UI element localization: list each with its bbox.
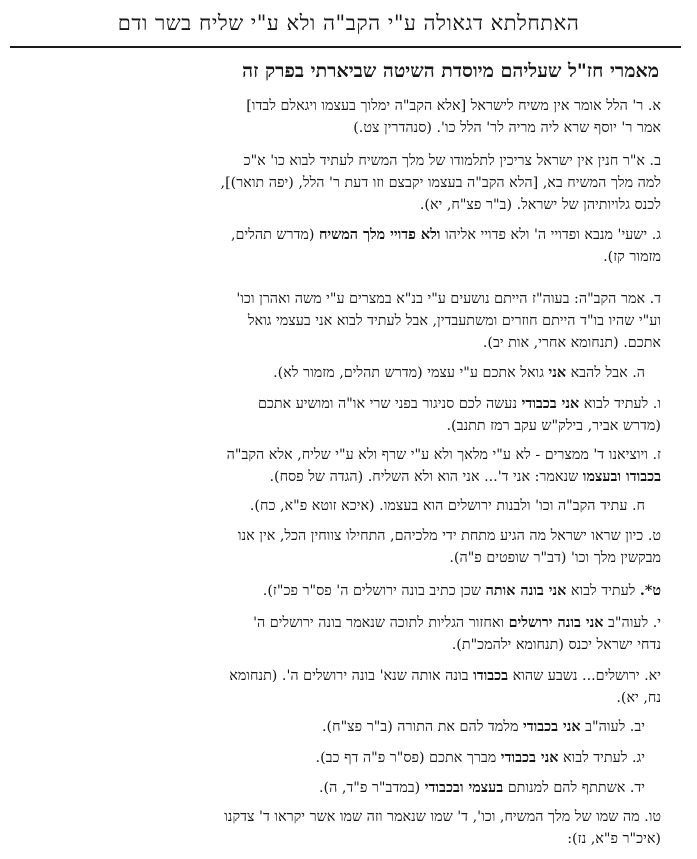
header-divider	[10, 46, 681, 48]
entry-line: י. לעוה"ב אני בונה ירושלים ואחזור הגליות לתוכה שנאמר בונה ירושלים ה'	[253, 615, 661, 631]
entry-1	[36, 95, 661, 139]
entry-line: יא. ירושלים... נשבע שהוא בכבודו בונה אותה שנא' בונה ירושלים ה'. (תנחומא	[229, 668, 661, 684]
entry-line: ז. ויוציאנו ד' ממצרים - לא ע"י מלאך ולא ע"י שרף ולא ע"י שליח, אלא הקב"ה	[226, 447, 661, 463]
entry-line: ד. אמר הקב"ה: בעוה"ז הייתם נושעים ע"י בנ"א במצרים ע"י משה ואהרן וכו'	[236, 291, 661, 307]
emphasis-text: ולא פדויי מלך המשיח	[318, 227, 441, 243]
emphasis-text: אני בונה אותה	[485, 583, 567, 599]
entry-10	[36, 612, 661, 656]
entry-6	[36, 393, 661, 437]
emphasis-text: ט*.	[639, 583, 661, 599]
section-title: מאמרי חז"ל שעליהם מיוסדת השיטה שביארתי בפרק זה	[242, 60, 659, 82]
entry-14	[36, 777, 645, 799]
entry-line: יד. אשתתף להם למנותם בעצמי ובכבודי (במדב"ר פ"ד, ה).	[318, 780, 645, 796]
entry-12	[36, 716, 645, 738]
entry-9	[36, 525, 661, 569]
entry-13	[36, 747, 645, 769]
entry-9a	[36, 580, 661, 602]
entry-line: מזמור קז).	[603, 249, 661, 265]
entry-line: (מדרש אביר, בילק"ש עקב רמז תתנב).	[446, 418, 661, 434]
emphasis-text: בעצמי ובכבודי	[424, 780, 504, 796]
entry-line: ח. עתיד הקב"ה וכו' ולבנות ירושלים הוא בעצמו. (איכא זוטא פ"א, כח).	[249, 498, 645, 514]
emphasis-text: בכבודו	[473, 668, 509, 684]
emphasis-text: אני בכבודי	[500, 750, 559, 766]
entry-line: אתכם. (תנחומא אחרי, אות יב).	[482, 335, 661, 351]
entry-line: ג. ישעי' מנבא ופדויי ה' ולא פדויי אליהו ולא פדויי מלך המשיח (מדרש תהלים,	[230, 227, 661, 243]
entry-11	[36, 665, 661, 709]
emphasis-text: אני בונה ירושלים	[508, 615, 604, 631]
entry-5	[36, 362, 645, 384]
entry-15	[36, 806, 661, 850]
entry-line: נדחי ישראל יכנס (תנחומא ילהמכ"ת).	[451, 637, 661, 653]
entry-2	[36, 150, 661, 216]
entry-7	[36, 444, 661, 488]
entry-line: אמר ר' יוסף שרא ליה מריה לר' הלל כו'. (סנהדרין צט.)	[353, 120, 661, 136]
entry-line: א. ר' הלל אומר אין משיח לישראל [אלא הקב"ה ימלוך בעצמו ויגאלם לבדו]	[246, 98, 661, 114]
entry-line: ב. א"ר חנין אין ישראל צריכין לתלמודו של מלך המשיח לעתיד לבוא כו' א"כ	[243, 153, 661, 169]
emphasis-text: אני בכבודי	[521, 396, 580, 412]
entry-line: ה. אבל להבא אני גואל אתכם ע"י עצמי (מדרש תהלים, מזמור לא).	[273, 365, 645, 381]
entry-line: (איכ"ר פ"א, נז):	[567, 831, 661, 847]
entry-line: יג. לעתיד לבוא אני בכבודי מברך אתכם (פס"ר פ"ה דף כב).	[315, 750, 645, 766]
entry-3	[36, 224, 661, 268]
entry-line: וע"י שהיו בו"ד הייתם חוזרים ומשתעבדין, אבל לעתיד לבוא אני בעצמי גואל	[247, 313, 661, 329]
emphasis-text: אני בכבודי	[522, 719, 581, 735]
entry-line: לכנס גלויותיהן של ישראל. (ב"ר פצ"ח, יא).	[419, 197, 661, 213]
entry-line: נח, יא).	[616, 690, 661, 706]
entry-line: מבקשין מלך וכו' (דב"ר שופטים פ"ה).	[449, 550, 661, 566]
entry-line: למה מלך המשיח בא, [הלא הקב"ה בעצמו יקבצם וזו דעת ר' הלל, (יפה תואר)],	[220, 175, 661, 191]
emphasis-text: אני	[548, 365, 567, 381]
entry-line: ט*. לעתיד לבוא אני בונה אותה שכן כתיב בונה ירושלים ה' פס"ר פכ"ז).	[262, 583, 661, 599]
entry-line: ט. כיון שראו ישראל מה הגיע מתחת ידי מלכיהם, התחילו צווחין הכל, אין אנו	[237, 528, 661, 544]
running-header: האתחלתא דגאולה ע"י הקב"ה ולא ע"י שליח בשר ודם	[117, 10, 580, 35]
entry-line: יב. לעוה"ב אני בכבודי מלמד להם את התורה (ב"ר פצ"ח).	[322, 719, 645, 735]
emphasis-text: בכבודו ובעצמו	[582, 469, 661, 485]
entry-8	[36, 495, 645, 517]
entry-line: טו. מה שמו של מלך המשיח, וכו', ד' שמו שנאמר וזה שמו אשר יקראו ד' צדקנו	[224, 809, 661, 825]
entry-4	[36, 288, 661, 354]
entry-line: בכבודו ובעצמו שנאמר: אני ד'... אני הוא ולא השליח. (הגדה של פסח).	[269, 469, 661, 485]
entry-line: ו. לעתיד לבוא אני בכבודי נעשה לכם סניגור בפני שרי או"ה ומושיע אתכם	[257, 396, 661, 412]
